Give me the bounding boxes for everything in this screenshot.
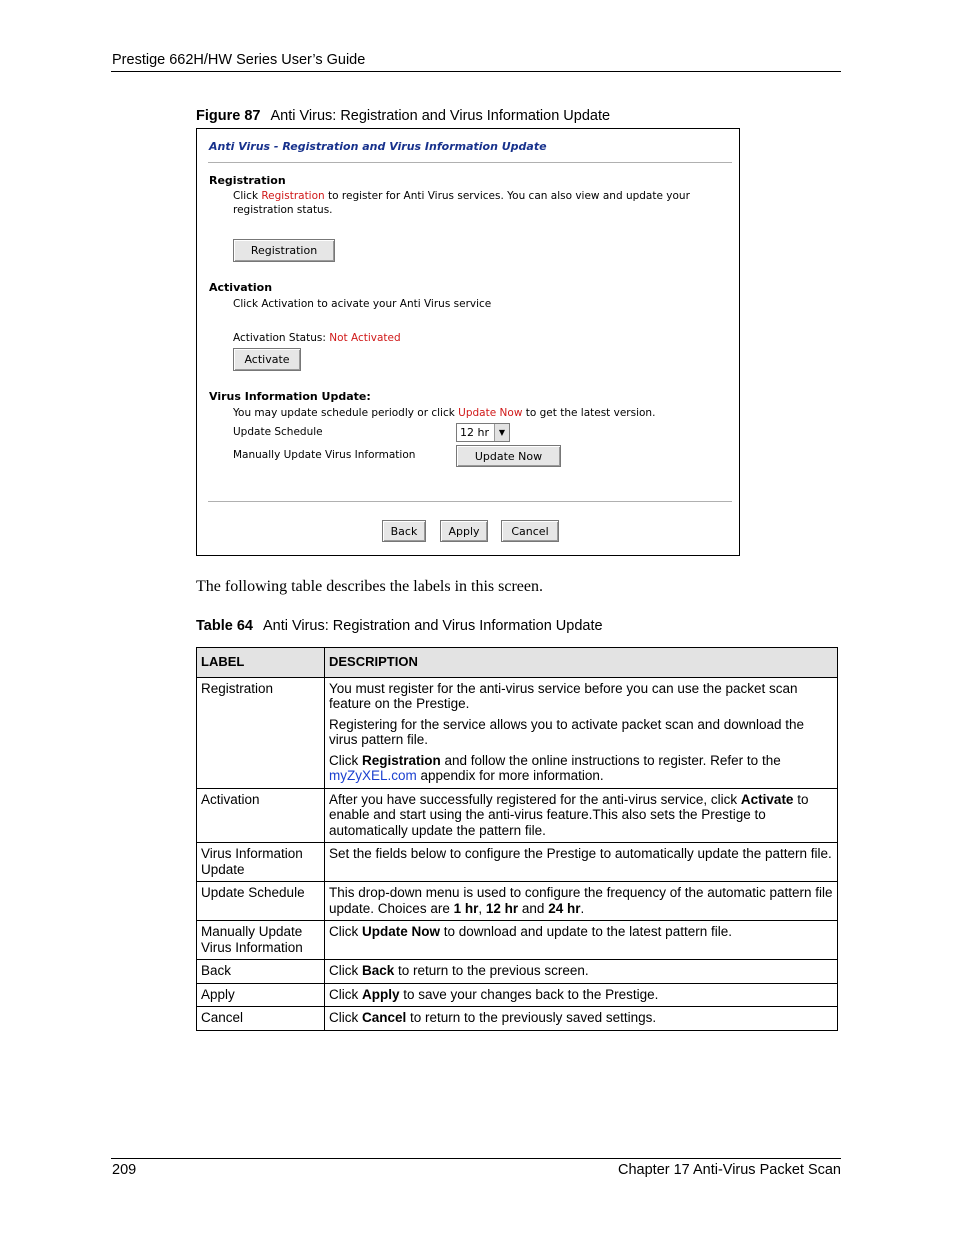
row-label: Cancel (197, 1007, 325, 1031)
table-label: Table 64 (196, 618, 253, 634)
row-description (325, 921, 838, 960)
figure-caption (196, 108, 610, 124)
bold-term: Apply (362, 986, 400, 1002)
row-description (325, 983, 838, 1007)
bold-term: 12 hr (485, 900, 519, 916)
row-label: Apply (197, 983, 325, 1007)
virus-update-text-pre: You may update schedule periodly or click (233, 407, 459, 419)
table-row (197, 983, 838, 1007)
text-run: , (478, 900, 486, 916)
text-run: Click (329, 986, 362, 1002)
table-row (197, 677, 838, 788)
registration-text-line2: registration status. (233, 204, 333, 216)
bold-term: Registration (362, 752, 441, 768)
table-row (197, 1007, 838, 1031)
registration-heading: Registration (209, 174, 286, 187)
virus-update-text-post: to get the latest version. (522, 407, 656, 419)
registration-text-pre: Click (233, 190, 262, 202)
registration-para-1: You must register for the anti-virus service before you can use the packet scan feature on the Prestige. (329, 680, 798, 711)
row-label: Virus Information Update (197, 843, 325, 882)
table-title: Anti Virus: Registration and Virus Information Update (262, 618, 603, 634)
row-description (325, 960, 838, 984)
running-header: Prestige 662H/HW Series User’s Guide (112, 52, 366, 68)
activation-status (233, 332, 401, 344)
table-row (197, 843, 838, 882)
figure-title: Anti Virus: Registration and Virus Information Update (270, 108, 611, 124)
text-run: Click (329, 1010, 362, 1025)
row-description (325, 788, 838, 843)
text-run: to return to the previously saved settings. (406, 1010, 657, 1025)
page-number: 209 (112, 1162, 137, 1178)
apply-button[interactable]: Apply (440, 520, 488, 542)
table-row (197, 921, 838, 960)
activate-button[interactable]: Activate (233, 348, 301, 371)
table-row (197, 960, 838, 984)
row-label: Update Schedule (197, 882, 325, 921)
figure-label: Figure 87 (196, 108, 261, 124)
row-description: Set the fields below to configure the Prestige to automatically update the pattern file. (325, 843, 838, 882)
row-label: Registration (197, 677, 325, 788)
text-run: and follow the online instructions to register. Refer to the (440, 752, 781, 768)
activation-status-label: Activation Status: (233, 332, 330, 344)
update-schedule-value: 12 hr (460, 426, 489, 439)
chevron-down-icon[interactable]: ▼ (494, 424, 509, 441)
table-caption (196, 618, 603, 634)
text-run: to return to the previous screen. (394, 963, 589, 978)
update-now-button[interactable]: Update Now (456, 445, 561, 467)
registration-text-post: to register for Anti Virus services. You can also view and update your (324, 190, 690, 202)
cancel-button[interactable]: Cancel (501, 520, 559, 542)
update-schedule-label: Update Schedule (233, 426, 323, 438)
text-run: This drop-down menu is used to configure the frequency of the automatic pattern file update. Choices are (329, 885, 833, 916)
row-label: Back (197, 960, 325, 984)
update-schedule-select[interactable] (456, 423, 510, 442)
bold-term: 1 hr (453, 900, 479, 916)
title-divider (208, 162, 732, 163)
text-run: After you have successfully registered for the anti-virus service, click (329, 791, 741, 807)
intro-text: The following table describes the labels in this screen. (196, 578, 544, 595)
update-now-link[interactable]: Update Now (458, 407, 523, 419)
table-header-row (197, 648, 838, 678)
back-button[interactable]: Back (382, 520, 426, 542)
header-rule (111, 71, 841, 72)
text-run: to download and update to the latest pattern file. (440, 924, 732, 939)
row-description (325, 677, 838, 788)
bold-term: Activate (740, 791, 794, 807)
myzyxel-link[interactable]: myZyXEL.com (329, 768, 417, 783)
text-run: to save your changes back to the Prestige. (399, 986, 659, 1002)
registration-para-2: Registering for the service allows you to activate packet scan and download the virus pattern file. (329, 716, 805, 747)
bold-term: Update Now (362, 924, 441, 939)
registration-text (233, 190, 690, 202)
label-description-table (196, 647, 838, 1031)
text-run: Click (329, 963, 362, 978)
activation-heading: Activation (209, 281, 273, 294)
text-run: and (518, 900, 549, 916)
bold-term: Back (362, 963, 395, 978)
registration-para-3 (329, 753, 833, 784)
row-label: Manually Update Virus Information (197, 921, 325, 960)
col-header-description: DESCRIPTION (325, 648, 838, 678)
registration-link[interactable]: Registration (261, 190, 325, 202)
row-description (325, 882, 838, 921)
chapter-title: Chapter 17 Anti-Virus Packet Scan (618, 1162, 841, 1178)
footer-rule (111, 1158, 841, 1159)
screen-title: Anti Virus - Registration and Virus Information Update (209, 140, 547, 153)
row-label: Activation (197, 788, 325, 843)
table-row (197, 788, 838, 843)
text-run: . (580, 900, 585, 916)
table-row (197, 882, 838, 921)
manual-update-label: Manually Update Virus Information (233, 449, 416, 461)
anti-virus-screen (196, 128, 740, 556)
bold-term: Cancel (362, 1010, 407, 1025)
activation-text: Click Activation to acivate your Anti Virus service (233, 298, 492, 310)
text-run: Click (329, 752, 362, 768)
registration-button[interactable]: Registration (233, 239, 335, 262)
activation-status-value: Not Activated (329, 332, 401, 344)
col-header-label: LABEL (197, 648, 325, 678)
text-run: Click (329, 924, 362, 939)
bold-term: 24 hr (548, 900, 581, 916)
bottom-divider (208, 501, 732, 502)
text-run: to enable and start using the anti-virus feature.This also sets the Prestige to automatically update the pattern file. (329, 791, 809, 838)
text-run: appendix for more information. (416, 768, 604, 783)
row-description (325, 1007, 838, 1031)
virus-update-heading: Virus Information Update: (209, 390, 371, 403)
virus-update-text (233, 407, 655, 419)
